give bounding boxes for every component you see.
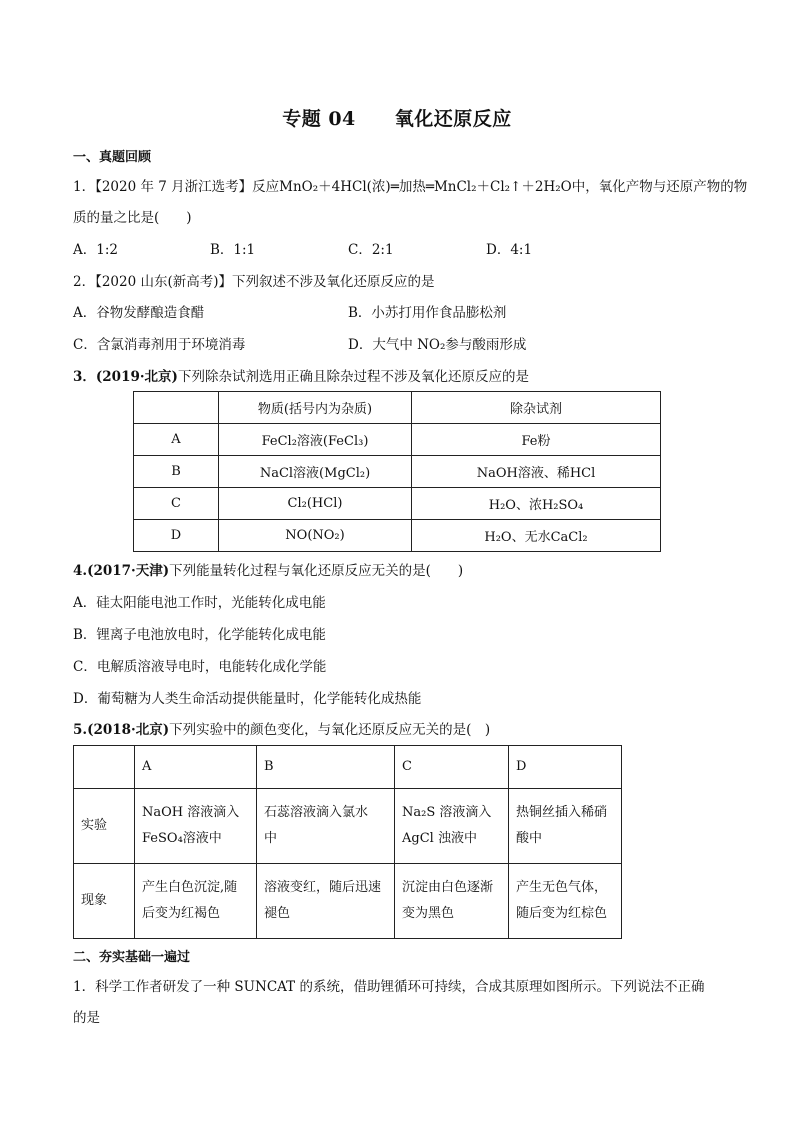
section-heading-2: 二、夯实基础一遍过 bbox=[73, 950, 191, 965]
q5-experiment-b bbox=[257, 789, 395, 864]
q3-row-c-substance: Cl₂(HCl) bbox=[219, 488, 412, 520]
q3-row-b-label: B bbox=[134, 456, 219, 488]
p1-stem-line1: 1．科学工作者研发了一种 SUNCAT 的系统，借助锂循环可持续，合成其原理如图所示。下列说法不正确 bbox=[73, 979, 705, 995]
q5-header-c: C bbox=[395, 746, 509, 789]
cell-line: AgCl 浊液中 bbox=[402, 831, 477, 846]
q3-row-a-reagent: Fe粉 bbox=[412, 424, 661, 456]
q3-stem bbox=[73, 367, 529, 387]
p1-stem-line2: 的是 bbox=[73, 1010, 100, 1026]
table-row bbox=[134, 520, 661, 552]
cell-line: 溶液变红，随后迅速 bbox=[264, 880, 382, 895]
q3-header-blank bbox=[134, 392, 219, 424]
cell-line: Na₂S 溶液滴入 bbox=[402, 805, 492, 820]
q3-row-b-reagent: NaOH溶液、稀HCl bbox=[412, 456, 661, 488]
q4-source: 4.(2017·天津) bbox=[73, 563, 170, 579]
q5-experiment-a bbox=[135, 789, 257, 864]
q5-table bbox=[73, 745, 622, 939]
table-row bbox=[134, 456, 661, 488]
q3-row-c-label: C bbox=[134, 488, 219, 520]
cell-line: 中 bbox=[264, 831, 278, 846]
cell-line: 随后变为红棕色 bbox=[516, 906, 608, 921]
cell-line: 石蕊溶液滴入氯水 bbox=[264, 805, 369, 820]
q2-option-d: D．大气中 NO₂参与酸雨形成 bbox=[348, 337, 527, 353]
cell-line: 热铜丝插入稀硝 bbox=[516, 805, 608, 820]
q5-phenomenon-d bbox=[509, 864, 622, 939]
q3-header-substance: 物质(括号内为杂质) bbox=[219, 392, 412, 424]
q5-phenomenon-a bbox=[135, 864, 257, 939]
q1-stem-line1: 1．【2020 年 7 月浙江选考】反应MnO₂＋4HCl(浓)═加热═MnCl₂＋Cl₂↑＋2H₂O中，氧化产物与还原产物的物 bbox=[73, 179, 748, 195]
cell-line: 沉淀由白色逐渐 bbox=[402, 880, 494, 895]
q3-source: 3．(2019·北京) bbox=[73, 369, 178, 385]
q5-phenomenon-b bbox=[257, 864, 395, 939]
table-row bbox=[134, 488, 661, 520]
cell-line: 产生白色沉淀,随 bbox=[142, 880, 238, 895]
q2-stem: 2．【2020 山东(新高考)】下列叙述不涉及氧化还原反应的是 bbox=[73, 274, 435, 290]
q5-experiment-d bbox=[509, 789, 622, 864]
page-title: 专题 04 氧化还原反应 bbox=[282, 108, 512, 130]
table-row bbox=[74, 789, 622, 864]
q5-header-d: D bbox=[509, 746, 622, 789]
q4-stem bbox=[73, 561, 463, 581]
table-row bbox=[74, 864, 622, 939]
q3-row-b-substance: NaCl溶液(MgCl₂) bbox=[219, 456, 412, 488]
q5-experiment-c bbox=[395, 789, 509, 864]
q3-row-d-substance: NO(NO₂) bbox=[219, 520, 412, 552]
q3-row-d-label: D bbox=[134, 520, 219, 552]
q4-option-a: A．硅太阳能电池工作时，光能转化成电能 bbox=[73, 595, 326, 611]
q3-row-a-substance: FeCl₂溶液(FeCl₃) bbox=[219, 424, 412, 456]
q1-stem-line2: 质的量之比是( ) bbox=[73, 210, 192, 226]
q1-option-a: A．1:2 bbox=[73, 242, 118, 258]
q5-header-a: A bbox=[135, 746, 257, 789]
section-heading-1: 一、真题回顾 bbox=[73, 150, 152, 165]
q3-row-c-reagent: H₂O、浓H₂SO₄ bbox=[412, 488, 661, 520]
cell-line: 酸中 bbox=[516, 831, 543, 846]
cell-line: NaOH 溶液滴入 bbox=[142, 805, 240, 820]
q5-source: 5.(2018·北京) bbox=[73, 722, 170, 738]
q3-row-a-label: A bbox=[134, 424, 219, 456]
q5-table-header bbox=[74, 746, 622, 789]
q3-header-reagent: 除杂试剂 bbox=[412, 392, 661, 424]
cell-line: 产生无色气体， bbox=[516, 880, 608, 895]
q5-stem bbox=[73, 720, 490, 740]
q5-row-experiment-label: 实验 bbox=[74, 789, 135, 864]
q4-option-c: C．电解质溶液导电时，电能转化成化学能 bbox=[73, 659, 327, 675]
q1-option-c: C．2:1 bbox=[348, 242, 394, 258]
q5-row-phenomenon-label: 现象 bbox=[74, 864, 135, 939]
cell-line: 褪色 bbox=[264, 906, 291, 921]
q2-option-a: A．谷物发酵酿造食醋 bbox=[73, 305, 205, 321]
q2-option-b: B．小苏打用作食品膨松剂 bbox=[348, 305, 507, 321]
q3-table-header bbox=[134, 392, 661, 424]
q4-stem-text: 下列能量转化过程与氧化还原反应无关的是( ) bbox=[169, 563, 464, 579]
q1-option-d: D．4:1 bbox=[486, 242, 533, 258]
cell-line: 变为黑色 bbox=[402, 906, 455, 921]
q5-header-b: B bbox=[257, 746, 395, 789]
q4-option-d: D．葡萄糖为人类生命活动提供能量时，化学能转化成热能 bbox=[73, 691, 422, 707]
q4-option-b: B．锂离子电池放电时，化学能转化成电能 bbox=[73, 627, 326, 643]
q3-table bbox=[133, 391, 661, 552]
q1-option-b: B．1:1 bbox=[210, 242, 256, 258]
q5-stem-text: 下列实验中的颜色变化，与氧化还原反应无关的是( ) bbox=[169, 722, 491, 738]
q2-option-c: C．含氯消毒剂用于环境消毒 bbox=[73, 337, 246, 353]
q3-stem-text: 下列除杂试剂选用正确且除杂过程不涉及氧化还原反应的是 bbox=[177, 369, 529, 385]
q3-row-d-reagent: H₂O、无水CaCl₂ bbox=[412, 520, 661, 552]
q5-header-blank bbox=[74, 746, 135, 789]
cell-line: FeSO₄溶液中 bbox=[142, 831, 222, 846]
q5-phenomenon-c bbox=[395, 864, 509, 939]
table-row bbox=[134, 424, 661, 456]
cell-line: 后变为红褐色 bbox=[142, 906, 221, 921]
